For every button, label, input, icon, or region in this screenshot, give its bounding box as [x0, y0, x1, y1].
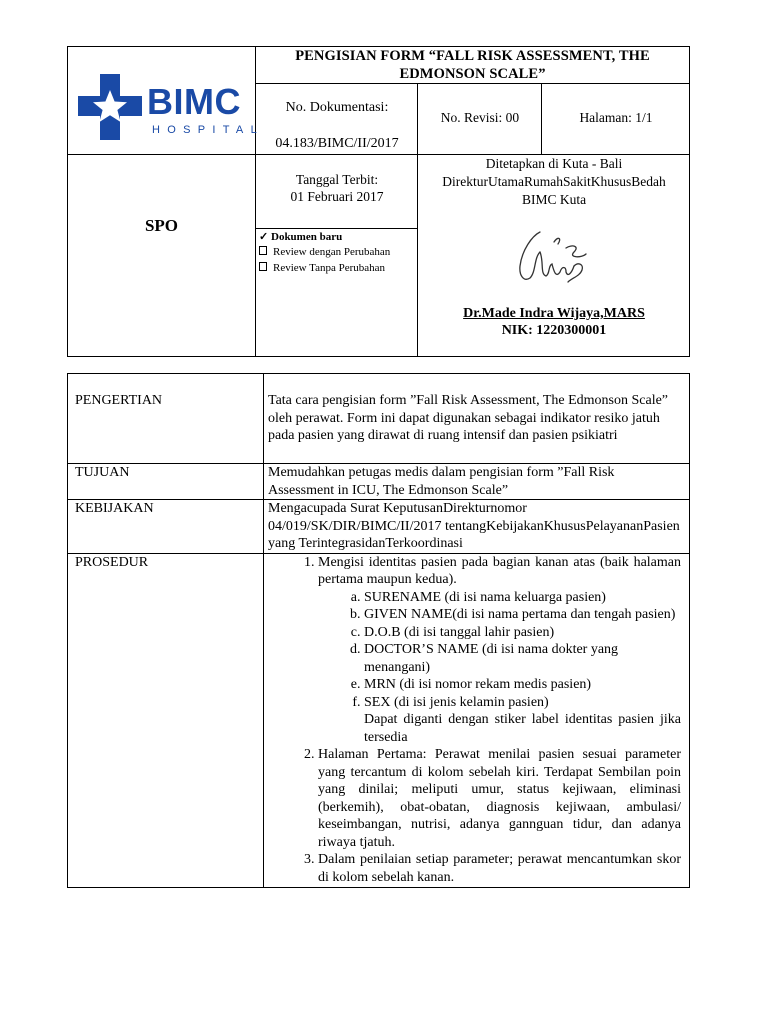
list-item: a. SURENAME (di isi nama keluarga pasien) [364, 589, 681, 607]
signer-nik: NIK: 1220300001 [501, 323, 607, 338]
list-item: c. D.O.B (di isi tanggal lahir pasien) [364, 624, 681, 642]
spo-label: SPO [144, 216, 179, 235]
revision-number: No. Revisi: 00 [440, 110, 520, 125]
status-option-review-change [259, 245, 390, 259]
document-number-label: No. Dokumentasi: [285, 100, 389, 115]
status-option-label: Review Tanpa Perubahan [273, 262, 386, 274]
established-title: DirekturUtamaRumahSakitKhususBedah [442, 174, 666, 189]
established-org: BIMC Kuta [521, 192, 587, 207]
cross-star-icon [78, 74, 142, 140]
section-text: Memudahkan petugas medis dalam pengisian form ”Fall Risk Assessment in ICU, The Edmonson Scale” [264, 464, 690, 500]
section-text: Tata cara pengisian form ”Fall Risk Assessment, The Edmonson Scale” oleh perawat. Form ini dapat digunakan sebagai indikator resiko jatuh pada pasien yang dirawat di ruang intensif dan pasien psikiatri [264, 374, 690, 464]
table-row [68, 464, 690, 500]
list-item: d. DOCTOR’S NAME (di isi nama dokter yang menangani) [364, 641, 681, 676]
header-divider [255, 83, 690, 84]
logo-wordmark: BIMC [147, 81, 241, 122]
section-label: KEBIJAKAN [68, 500, 264, 554]
section-label: TUJUAN [68, 464, 264, 500]
signer-name [418, 305, 690, 322]
table-row [68, 374, 690, 464]
signer-name-text: Dr.Made Indra Wijaya,MARS [463, 306, 645, 321]
document-title: PENGISIAN FORM “FALL RISK ASSESSMENT, THE EDMONSON SCALE” [295, 48, 650, 82]
director-signature [510, 222, 596, 290]
procedure-table [67, 373, 690, 888]
section-label: PENGERTIAN [68, 374, 264, 464]
section-text: Mengacupada Surat KeputusanDirekturnomor 04/019/SK/DIR/BIMC/II/2017 tentangKebijakanKhususPelayananPasien yang TerintegrasidanTerkoordinasi [264, 500, 690, 554]
status-option-review-no-change [259, 261, 385, 275]
page-number: Halaman: 1/1 [579, 110, 653, 125]
logo-subtitle: HOSPITAL [152, 124, 264, 136]
step-note: Dapat diganti dengan stiker label identitas pasien jika tersedia [364, 712, 681, 745]
issue-date-value: 01 Februari 2017 [290, 189, 384, 204]
section-text [264, 553, 690, 888]
list-item: 3. Dalam penilaian setiap parameter; perawat mencantumkan skor di kolom sebelah kanan. [318, 851, 681, 886]
established-place: Ditetapkan di Kuta - Bali [485, 156, 623, 171]
list-item: e. MRN (di isi nomor rekam medis pasien) [364, 676, 681, 694]
hospital-logo [78, 72, 264, 142]
checkmark-icon: ✓ [259, 231, 269, 243]
list-item: 2. Halaman Pertama: Perawat menilai pasien sesuai parameter yang tercantum di kolom sebelah kiri. Terdapat Sembilan poin yang dinilai; meliputi umur, status kejiwaan, eliminasi (berkemih), obat-obatan, diagnosis kejiwaan, ambulasi/ keseimbangan, nutrisi, adanya gannguan tidur, dan adanya riwaya tjatuh. [318, 746, 681, 851]
step-text: Mengisi identitas pasien pada bagian kanan atas (baik halaman pertama maupun kedua). [318, 554, 681, 587]
status-option-new [259, 230, 342, 244]
table-row [68, 500, 690, 554]
header-divider [255, 228, 417, 229]
checkbox-icon [259, 246, 267, 255]
status-option-label: Review dengan Perubahan [273, 246, 391, 258]
section-label: PROSEDUR [68, 553, 264, 888]
list-item: f. SEX (di isi jenis kelamin pasien) [364, 694, 681, 712]
list-item [318, 554, 681, 747]
identity-fields [318, 589, 681, 712]
issue-date-label: Tanggal Terbit: [295, 172, 379, 187]
list-item: b. GIVEN NAME(di isi nama pertama dan tengah pasien) [364, 606, 681, 624]
document-number-value: 04.183/BIMC/II/2017 [275, 136, 399, 151]
status-option-label: Dokumen baru [271, 231, 343, 243]
procedure-steps [268, 554, 681, 887]
table-row [68, 553, 690, 888]
checkbox-icon [259, 262, 267, 271]
established-note [418, 155, 690, 209]
